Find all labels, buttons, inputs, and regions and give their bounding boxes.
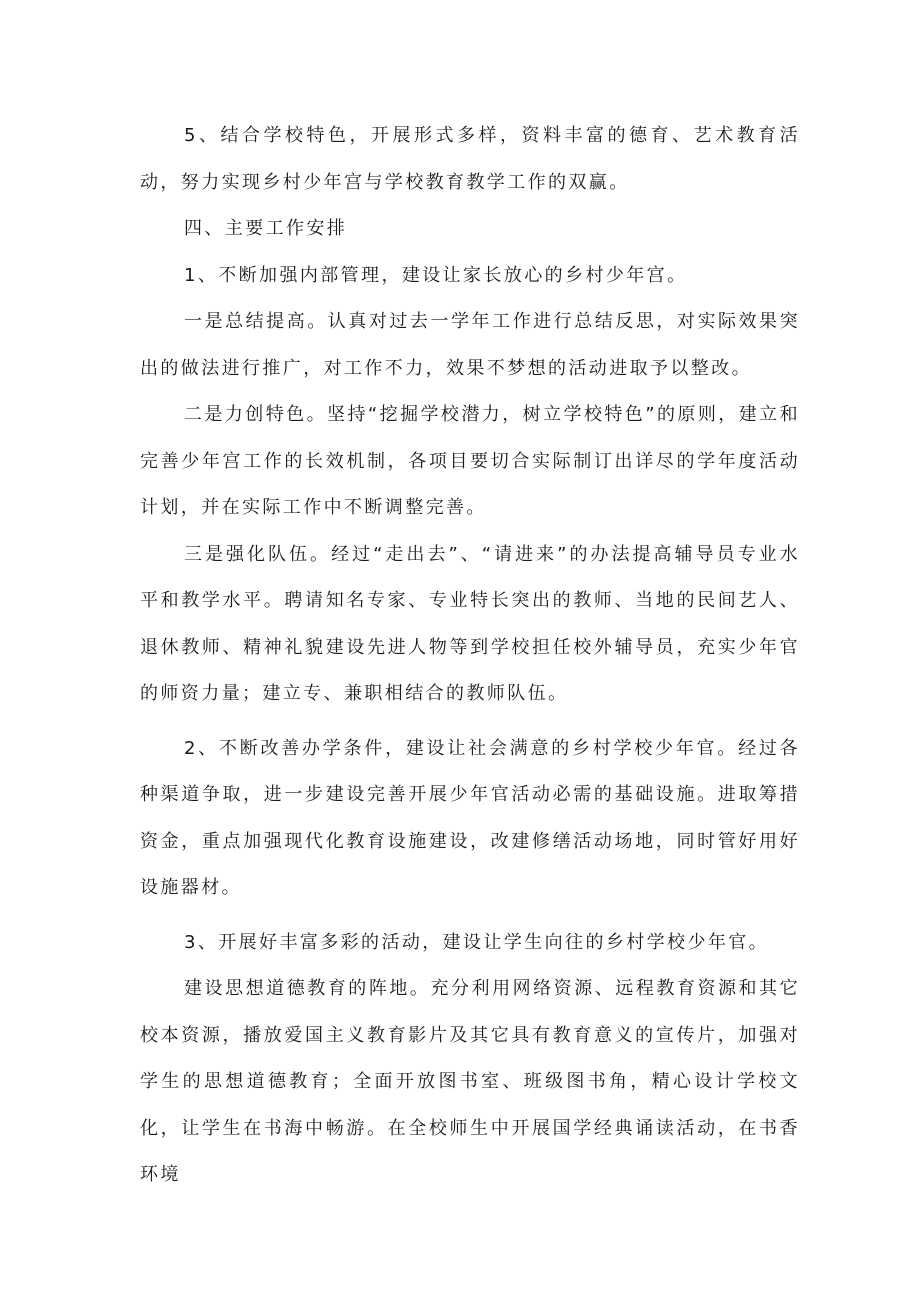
paragraph-summary: 一是总结提高。认真对过去一学年工作进行总结反思，对实际效果突出的做法进行推广，对工作不力，效果不梦想的活动进取予以整改。: [140, 311, 800, 379]
paragraph-moral-education: 建设思想道德教育的阵地。充分利用网络资源、远程教育资源和其它校本资源，播放爱国主义教育影片及其它具有教育意义的宣传片，加强对学生的思想道德教育；全面开放图书室、班级图书角，精心设计学校文化，让学生在书海中畅游。在全校师生中开展国学经典诵读活动，在书香环境: [140, 978, 800, 1185]
paragraph-point-5: 5、结合学校特色，开展形式多样，资料丰富的德育、艺术教育活动，努力实现乡村少年宫与学校教育教学工作的双赢。: [140, 125, 800, 193]
paragraph-team: 三是强化队伍。经过“走出去”、“请进来”的办法提高辅导员专业水平和教学水平。聘请知名专家、专业特长突出的教师、当地的民间艺人、退休教师、精神礼貌建设先进人物等到学校担任校外辅导员，充实少年官的师资力量；建立专、兼职相结合的教师队伍。: [140, 543, 800, 704]
paragraph-item-2: 2、不断改善办学条件，建设让社会满意的乡村学校少年官。经过各种渠道争取，进一步建设完善开展少年官活动必需的基础设施。进取筹措资金，重点加强现代化教育设施建设，改建修缮活动场地，同时管好用好设施器材。: [140, 737, 800, 898]
document-body: [140, 113, 800, 1199]
paragraph-item-3: 3、开展好丰富多彩的活动，建设让学生向往的乡村学校少年官。: [184, 931, 770, 953]
paragraph-item-1: 1、不断加强内部管理，建设让家长放心的乡村少年宫。: [184, 264, 688, 286]
section-heading-main-work: 四、主要工作安排: [184, 218, 348, 239]
paragraph-features: 二是力创特色。坚持“挖掘学校潜力，树立学校特色”的原则，建立和完善少年宫工作的长效机制，各项目要切合实际制订出详尽的学年度活动计划，并在实际工作中不断调整完善。: [140, 404, 800, 518]
